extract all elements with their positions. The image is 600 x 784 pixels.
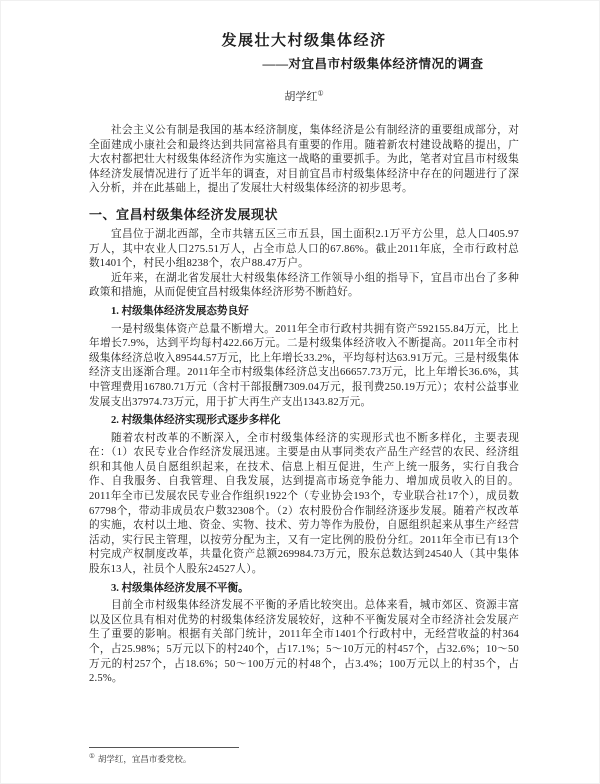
footnote-content: 胡学红，宜昌市委党校。 xyxy=(97,754,192,764)
author-line xyxy=(89,88,519,104)
footnote-area xyxy=(89,747,519,765)
section-heading-1: 一、宜昌村级集体经济发展现状 xyxy=(89,206,279,222)
author-footnote-marker: ① xyxy=(317,89,324,98)
document-body xyxy=(89,124,519,687)
sub-heading-2: 2. 村级集体经济实现形式逐步多样化 xyxy=(111,415,281,427)
doc-subtitle: ——对宜昌市村级集体经济情况的调查 xyxy=(262,57,484,71)
paragraph-overview: 宜昌位于湖北西部，全市共辖五区三市五县，国土面积2.1万平方公里，总人口405.97万人，其中农业人口275.51万人，占全市总人口的67.86%。截止2011年底，全市行政村总数1401个，村民小组8238个，农户88.47万户。 xyxy=(89,228,519,270)
page-title: 发展壮大村级集体经济 xyxy=(221,33,387,49)
paragraph-policy: 近年来，在湖北省发展壮大村级集体经济工作领导小组的指导下，宜昌市出台了多种政策和措施，从而促使宜昌村级集体经济形势不断趋好。 xyxy=(89,272,519,299)
paragraph-imbalance: 目前全市村级集体经济发展不平衡的矛盾比较突出。总体来看，城市郊区、资源丰富以及区位具有相对优势的村级集体经济发展较好，这种不平衡发展对全市经济社会发展产生了重要的影响。根据有关部门统计，2011年全市1401个行政村中，无经营收益的村364个，占25.98%；5万元以下的村240个，占17.1%；5～10万元的村457个，占32.6%；10～50万元的村257个，占18.6%；50～100万元的村48个，占3.4%；100万元以上的村35个，占2.5%。 xyxy=(89,600,519,685)
footnote-text xyxy=(89,752,519,765)
paragraph-forms: 随着农村改革的不断深入，全市村级集体经济的实现形式也不断多样化，主要表现在：（1）农民专业合作经济发展迅速。主要是由从事同类农产品生产经营的农民、经济组织和其他人员自愿组织起来，在技术、信息上相互促进，生产上统一服务，实行自我合作、自我服务、自我管理、自我发展，达到提高市场竞争能力、增加成员收入的目的。2011年全市已发展农民专业合作组织1922个（专业协会193个，专业联合社17个），成员数67798个，带动非成员农户数32308个。（2）农村股份合作制经济逐步发展。随着产权改革的实施，农村以土地、资金、实物、技术、劳力等作为股份，自愿组织起来从事生产经营活动，实行民主管理，以按劳分配为主，又有一定比例的股份分红。2011年全市已有13个村完成产权制度改革，共量化资产总额269984.73万元，股东总数达到24540人（其中集体股东13人，社员个人股东24527人）。 xyxy=(89,432,519,576)
footnote-marker: ① xyxy=(89,753,95,761)
sub-heading-1: 1. 村级集体经济发展态势良好 xyxy=(111,305,249,317)
footnote-divider xyxy=(89,747,239,748)
sub-heading-3: 3. 村级集体经济发展不平衡。 xyxy=(111,582,249,594)
paragraph-trend: 一是村级集体资产总量不断增大。2011年全市行政村共拥有资产592155.84万元，比上年增长7.9%，达到平均每村422.66万元。二是村级集体经济收入不断提高。2011年全市村级集体经济总收入89544.57万元，比上年增长33.2%，平均每村达63.91万元。三是村级集体经济支出逐渐合理。2011年全市村级集体经济总支出66657.73万元，比上年增长36.6%，其中管理费用16780.71万元（含村干部报酬7309.04万元，报刊费250.19万元）；农村公益事业发展支出37974.73万元，用于扩大再生产支出1343.82万元。 xyxy=(89,323,519,408)
paragraph-intro: 社会主义公有制是我国的基本经济制度，集体经济是公有制经济的重要组成部分，对全面建成小康社会和最终达到共同富裕具有重要的作用。随着新农村建设战略的提出，广大农村都把壮大村级集体经济作为实施这一战略的重要抓手。为此，笔者对宜昌市村级集体经济发展情况进行了近半年的调查，对目前宜昌市村级集体经济中存在的问题进行了深入分析，并在此基础上，提出了发展壮大村级集体经济的初步思考。 xyxy=(89,125,519,195)
author-name: 胡学红 xyxy=(284,91,318,103)
